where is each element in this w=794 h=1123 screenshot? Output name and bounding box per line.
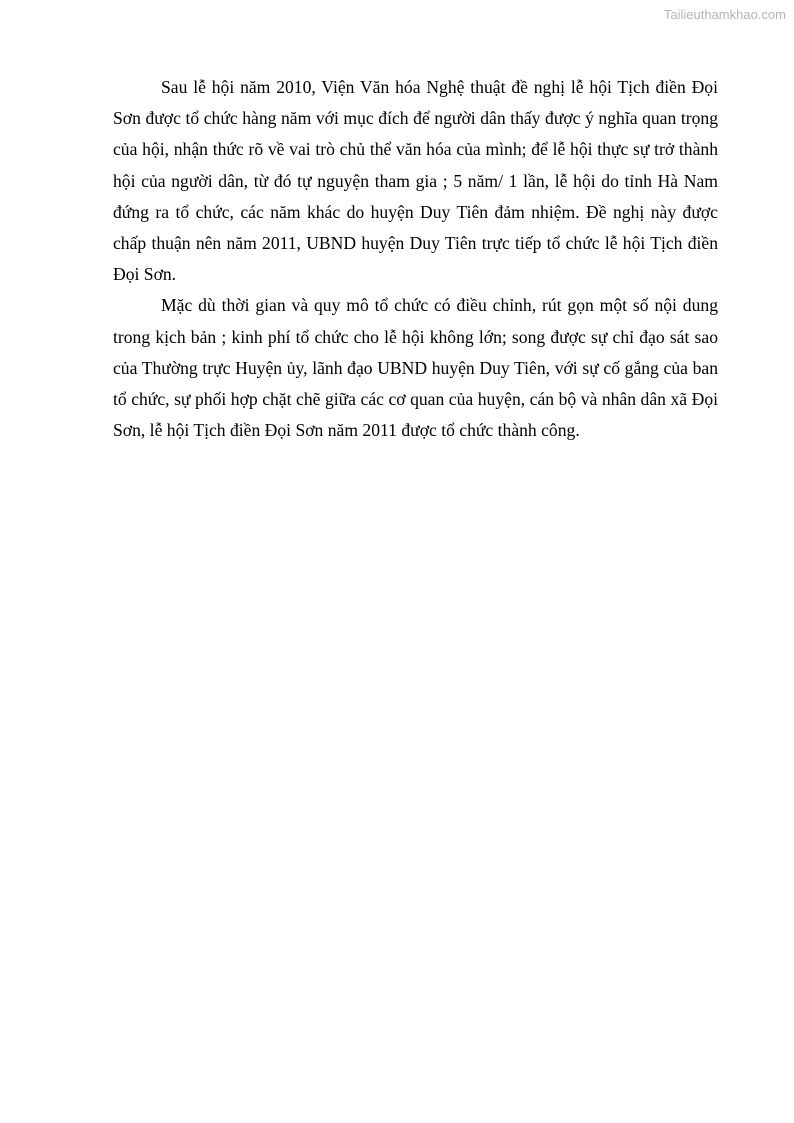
paragraph-2: Mặc dù thời gian và quy mô tổ chức có điều chỉnh, rút gọn một số nội dung trong kịch bản ; kinh phí tổ chức cho lễ hội không lớn; song được sự chỉ đạo sát sao của Thường trực Huyện ủy, lãnh đạo UBND huyện Duy Tiên, với sự cố gắng của ban tổ chức, sự phối hợp chặt chẽ giữa các cơ quan của huyện, cán bộ và nhân dân xã Đọi Sơn, lễ hội Tịch điền Đọi Sơn năm 2011 được tổ chức thành công.	[113, 295, 718, 441]
document-body	[113, 72, 718, 446]
paragraph-1: Sau lễ hội năm 2010, Viện Văn hóa Nghệ thuật đề nghị lễ hội Tịch điền Đọi Sơn được tổ chức hàng năm với mục đích để người dân thấy được ý nghĩa quan trọng của hội, nhận thức rõ về vai trò chủ thể văn hóa của mình; để lễ hội thực sự trở thành hội của người dân, từ đó tự nguyện tham gia ; 5 năm/ 1 lần, lễ hội do tỉnh Hà Nam đứng ra tổ chức, các năm khác do huyện Duy Tiên đảm nhiệm. Đề nghị này được chấp thuận nên năm 2011, UBND huyện Duy Tiên trực tiếp tổ chức lễ hội Tịch điền Đọi Sơn.	[113, 77, 718, 285]
watermark-text: Tailieuthamkhao.com	[663, 7, 786, 22]
